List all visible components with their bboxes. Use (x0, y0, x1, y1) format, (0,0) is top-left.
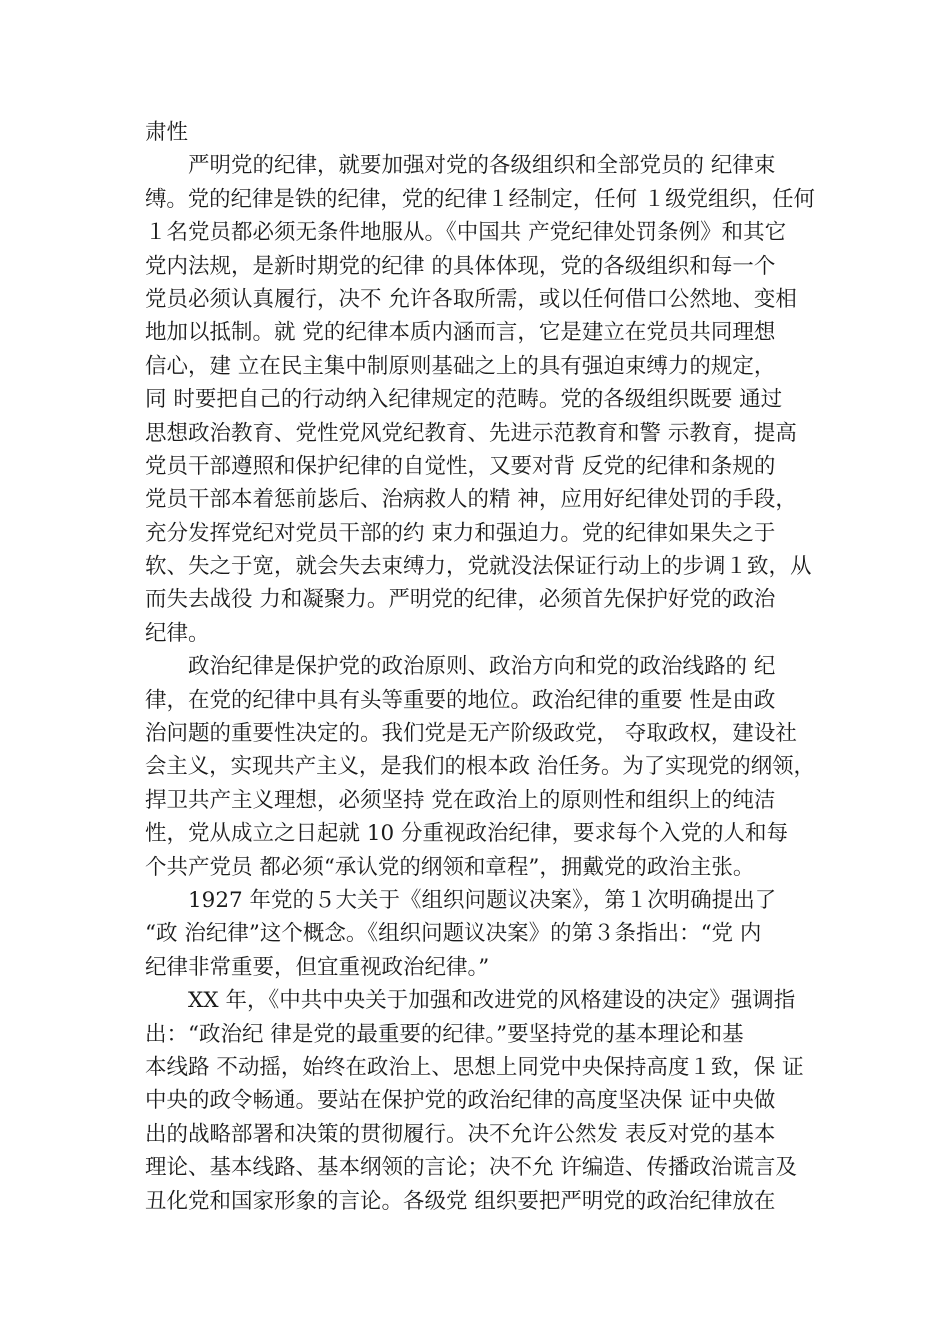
text-line: 出：“政治纪 律是党的最重要的纪律。”要坚持党的基本理论和基 (145, 1021, 744, 1047)
text-line: １名党员都必须无条件地服从。《中国共 产党纪律处罚条例》和其它 (145, 220, 787, 246)
text-line: 思想政治教育、党性党风党纪教育、先进示范教育和警 示教育，提高 (145, 420, 797, 446)
text-line: 理论、基本线路、基本纲领的言论；决不允 许编造、传播政治谎言及 (145, 1155, 797, 1181)
text-line: 党内法规，是新时期党的纪律 的具体体现，党的各级组织和每一个 (145, 253, 776, 279)
text-line: 软、失之于宽，就会失去束缚力，党就没法保证行动上的步调１致，从 (145, 554, 812, 580)
text-line: 肃性 (145, 120, 189, 145)
text-line: 同 时要把自己的行动纳入纪律规定的范畴。党的各级组织既要 通过 (145, 387, 783, 413)
text-line: 缚。党的纪律是铁的纪律，党的纪律１经制定，任何 １级党组织，任何 (145, 186, 815, 212)
text-line: 性，党从成立之日起就 10 分重视政治纪律，要求每个入党的人和每 (145, 821, 789, 847)
text-line: 出的战略部署和决策的贯彻履行。决不允许公然发 表反对党的基本 (145, 1121, 776, 1147)
text-line: 捍卫共产主义理想，必须坚持 党在政治上的原则性和组织上的纯洁 (145, 787, 776, 813)
text-line: 会主义，实现共产主义，是我们的根本政 治任务。为了实现党的纲领， (145, 754, 815, 780)
text-line: 地加以抵制。就 党的纪律本质内涵而言，它是建立在党员共同理想 (145, 320, 776, 346)
text-line: 治问题的重要性决定的。我们党是无产阶级政党， 夺取政权，建设社 (145, 721, 797, 747)
text-line: 本线路 不动摇，始终在政治上、思想上同党中央保持高度１致，保 证 (145, 1054, 804, 1080)
document-body (145, 116, 815, 1218)
text-line: 党员必须认真履行，决不 允许各取所需，或以任何借口公然地、变相 (145, 286, 797, 312)
text-line: 党员干部本着惩前毖后、治病救人的精 神，应用好纪律处罚的手段， (145, 487, 797, 513)
text-line: 律，在党的纪律中具有头等重要的地位。政治纪律的重要 性是由政 (145, 687, 776, 713)
text-line: 中央的政令畅通。要站在保护党的政治纪律的高度坚决保 证中央做 (145, 1088, 776, 1114)
text-line: 而失去战役 力和凝聚力。严明党的纪律，必须首先保护好党的政治 (145, 587, 776, 613)
text-line: 党员干部遵照和保护纪律的自觉性，又要对背 反党的纪律和条规的 (145, 453, 776, 479)
text-line: “政 治纪律”这个概念。《组织问题议决案》的第３条指出：“党 内 (145, 921, 762, 947)
text-line: XX 年，《中共中央关于加强和改进党的风格建设的决定》强调指 (188, 988, 796, 1014)
text-line: 信心，建 立在民主集中制原则基础之上的具有强迫束缚力的规定， (145, 353, 776, 379)
text-line: 丑化党和国家形象的言论。各级党 组织要把严明党的政治纪律放在 (145, 1188, 776, 1214)
text-line: 严明党的纪律，就要加强对党的各级组织和全部党员的 纪律束 (188, 153, 776, 179)
text-line: 充分发挥党纪对党员干部的约 束力和强迫力。党的纪律如果失之于 (145, 520, 776, 546)
text-line: 政治纪律是保护党的政治原则、政治方向和党的政治线路的 纪 (188, 654, 776, 680)
text-line: 纪律。 (145, 620, 210, 646)
text-line: 纪律非常重要，但宜重视政治纪律。” (145, 954, 490, 980)
text-line: 1927 年党的５大关于《组织问题议决案》，第１次明确提出了 (188, 887, 777, 913)
text-line: 个共产党员 都必须“承认党的纲领和章程”，拥戴党的政治主张。 (145, 854, 755, 880)
